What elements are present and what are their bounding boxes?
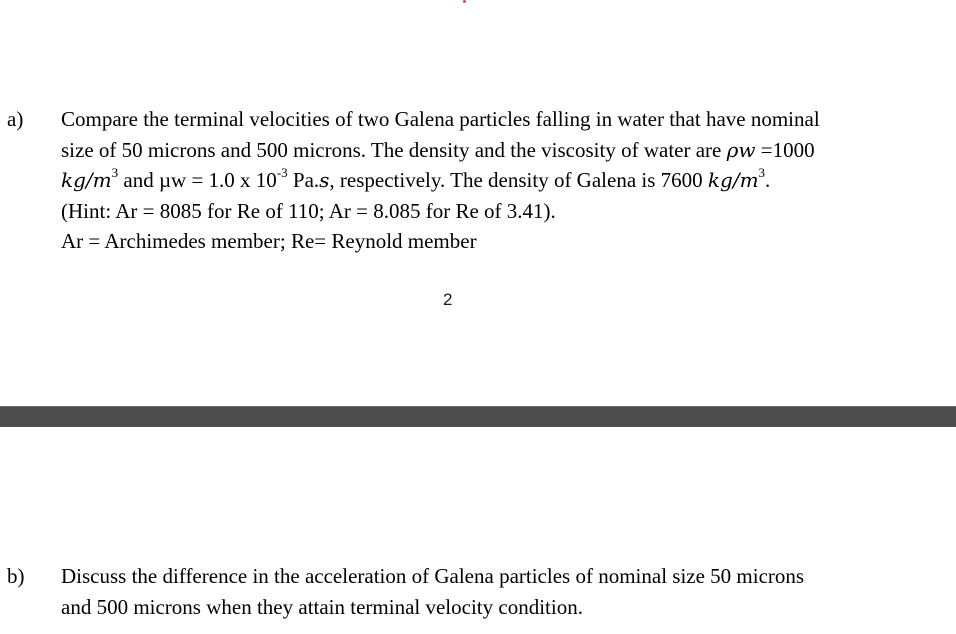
galena-density-unit: kg/m [707, 168, 759, 192]
question-a-text [61, 104, 941, 257]
question-a-line-2 [61, 135, 941, 166]
density-unit-exponent: 3 [111, 165, 119, 180]
page-break-separator [0, 406, 956, 427]
density-unit: kg/m [61, 168, 112, 192]
question-a-line-2-text-b: =1000 [755, 137, 815, 162]
question-a-label: a) [7, 107, 24, 131]
question-a-line-1: Compare the terminal velocities of two Galena particles falling in water that have nominal [61, 107, 820, 131]
question-a-hint: (Hint: Ar = 8085 for Re of 110; Ar = 8.085 for Re of 3.41). [61, 198, 556, 223]
question-a-line-3-text-b: Pa. [287, 168, 320, 192]
question-b-line-1: Discuss the difference in the acceleration of Galena particles of nominal size 50 microns [61, 564, 805, 588]
red-marker-dot [463, 0, 466, 3]
rho-water-symbol: ρw [726, 137, 756, 162]
page-number: 2 [443, 290, 453, 309]
question-a-line-2-text-a: size of 50 microns and 500 microns. The density and the viscosity of water are [61, 137, 727, 162]
viscosity-exponent: -3 [276, 165, 288, 180]
document-page-bottom [0, 427, 956, 634]
question-b-text [61, 561, 941, 622]
question-a-line-3-text-c: , respectively. The density of Galena is 7600 [329, 168, 708, 192]
pascal-second-s: s [319, 168, 330, 192]
question-a-line-3 [61, 165, 941, 196]
question-b-line-2: and 500 microns when they attain terminal velocity condition. [61, 594, 583, 619]
question-a-line-3-text-a: and µw = 1.0 x 10 [118, 168, 277, 192]
question-a-definitions: Ar = Archimedes member; Re= Reynold member [61, 229, 477, 253]
galena-density-unit-exponent: 3 [758, 165, 766, 180]
question-b-label: b) [7, 564, 25, 588]
question-a-line-3-text-d: . [765, 168, 771, 192]
